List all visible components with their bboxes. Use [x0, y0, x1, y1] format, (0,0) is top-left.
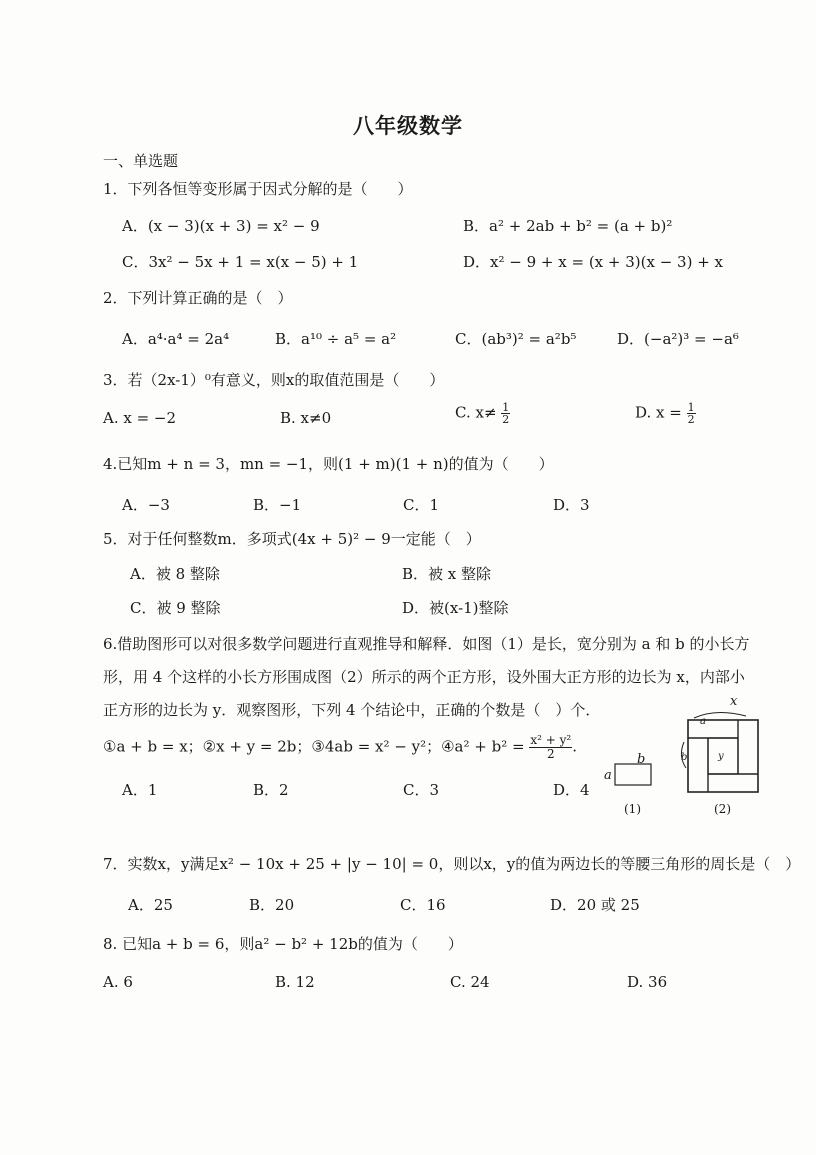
question-5-stem: 5．对于任何整数m．多项式(4x + 5)² − 9一定能（ ） — [103, 530, 481, 548]
option-label: D. x = — [635, 403, 682, 422]
question-6-line-2: 形，用 4 个这样的小长方形围成图（2）所示的两个正方形，设外围大正方形的边长为 x，内部小 — [103, 668, 745, 686]
question-6-line-3: 正方形的边长为 y．观察图形，下列 4 个结论中，正确的个数是（ ）个． — [103, 701, 601, 719]
figure-1-label-a: a — [604, 768, 612, 783]
question-4-option-c[interactable]: C．1 — [403, 496, 440, 514]
question-3-option-d[interactable] — [635, 402, 696, 425]
question-4-option-a[interactable]: A．−3 — [122, 496, 170, 514]
fraction-denominator: 2 — [687, 413, 695, 426]
question-8-option-c[interactable]: C. 24 — [450, 973, 490, 991]
question-6-conclusions — [103, 734, 577, 761]
question-5-option-c[interactable]: C．被 9 整除 — [130, 599, 221, 617]
question-2-stem: 2．下列计算正确的是（ ） — [103, 289, 293, 307]
question-2-option-a[interactable]: A．a⁴·a⁴ = 2a⁴ — [122, 330, 230, 348]
question-6-option-d[interactable]: D．4 — [553, 781, 590, 799]
period: . — [572, 737, 577, 756]
question-4-option-b[interactable]: B．−1 — [253, 496, 302, 514]
question-4-stem: 4.已知m + n = 3，mn = −1，则(1 + m)(1 + n)的值为（ ） — [103, 455, 554, 473]
question-5-option-a[interactable]: A．被 8 整除 — [130, 565, 220, 583]
fraction-numerator: x² + y² — [530, 733, 572, 747]
question-7-stem: 7．实数x，y满足x² − 10x + 25 + |y − 10| = 0，则以x，y的值为两边长的等腰三角形的周长是（ ） — [103, 855, 801, 873]
fraction — [501, 402, 510, 425]
question-7-option-a[interactable]: A．25 — [128, 896, 173, 914]
question-3-option-a[interactable]: A. x = −2 — [103, 409, 177, 427]
question-2-option-d[interactable]: D．(−a²)³ = −a⁶ — [617, 330, 739, 348]
question-1-option-a[interactable]: A．(x − 3)(x + 3) = x² − 9 — [122, 217, 320, 235]
question-6-line-1: 6.借助图形可以对很多数学问题进行直观推导和解释．如图（1）是长，宽分别为 a 和 b 的小长方 — [103, 635, 750, 653]
question-8-stem: 8. 已知a + b = 6，则a² − b² + 12b的值为（ ） — [103, 935, 463, 953]
figure-2-label-x: x — [730, 694, 738, 709]
question-3-stem: 3．若（2x-1）⁰有意义，则x的取值范围是（ ） — [103, 371, 445, 389]
question-8-option-a[interactable]: A. 6 — [103, 973, 133, 991]
fraction-denominator: 2 — [546, 747, 555, 761]
figure-2-label-y: y — [718, 751, 724, 762]
question-1-option-d[interactable]: D．x² − 9 + x = (x + 3)(x − 3) + x — [463, 253, 724, 271]
question-5-option-b[interactable]: B．被 x 整除 — [402, 565, 492, 583]
figure-2-caption: (2) — [714, 802, 731, 816]
figure-2-label-b: b — [681, 752, 688, 763]
question-1-option-b[interactable]: B．a² + 2ab + b² = (a + b)² — [463, 217, 673, 235]
question-6-option-a[interactable]: A．1 — [122, 781, 158, 799]
question-2-option-b[interactable]: B．a¹⁰ ÷ a⁵ = a² — [275, 330, 397, 348]
question-2-option-c[interactable]: C．(ab³)² = a²b⁵ — [455, 330, 577, 348]
figure-1-caption: (1) — [624, 802, 641, 816]
fraction — [529, 734, 572, 761]
question-6-option-b[interactable]: B．2 — [253, 781, 289, 799]
option-label: C. x≠ — [455, 403, 497, 422]
page-title: 八年级数学 — [353, 113, 463, 138]
figure-1-label-b: b — [637, 752, 646, 767]
fraction-numerator: 1 — [502, 401, 510, 414]
question-1-stem: 1．下列各恒等变形属于因式分解的是（ ） — [103, 180, 413, 198]
question-7-option-d[interactable]: D．20 或 25 — [550, 896, 640, 914]
fraction-denominator: 2 — [502, 413, 510, 426]
question-3-option-c[interactable] — [455, 402, 510, 425]
question-7-option-b[interactable]: B．20 — [249, 896, 295, 914]
question-3-option-b[interactable]: B. x≠0 — [280, 409, 332, 427]
question-1-option-c[interactable]: C．3x² − 5x + 1 = x(x − 5) + 1 — [122, 253, 359, 271]
question-5-option-d[interactable]: D．被(x-1)整除 — [402, 599, 509, 617]
section-heading: 一、单选题 — [103, 152, 179, 170]
question-6-option-c[interactable]: C．3 — [403, 781, 440, 799]
fraction — [687, 402, 696, 425]
conclusions-text: ①a + b = x；②x + y = 2b；③4ab = x² − y²；④a² + b² = — [103, 737, 525, 756]
fraction-numerator: 1 — [687, 401, 695, 414]
question-8-option-b[interactable]: B. 12 — [275, 973, 315, 991]
figure-2-label-a: a — [700, 716, 706, 727]
question-4-option-d[interactable]: D．3 — [553, 496, 590, 514]
question-8-option-d[interactable]: D. 36 — [627, 973, 668, 991]
question-7-option-c[interactable]: C．16 — [400, 896, 446, 914]
